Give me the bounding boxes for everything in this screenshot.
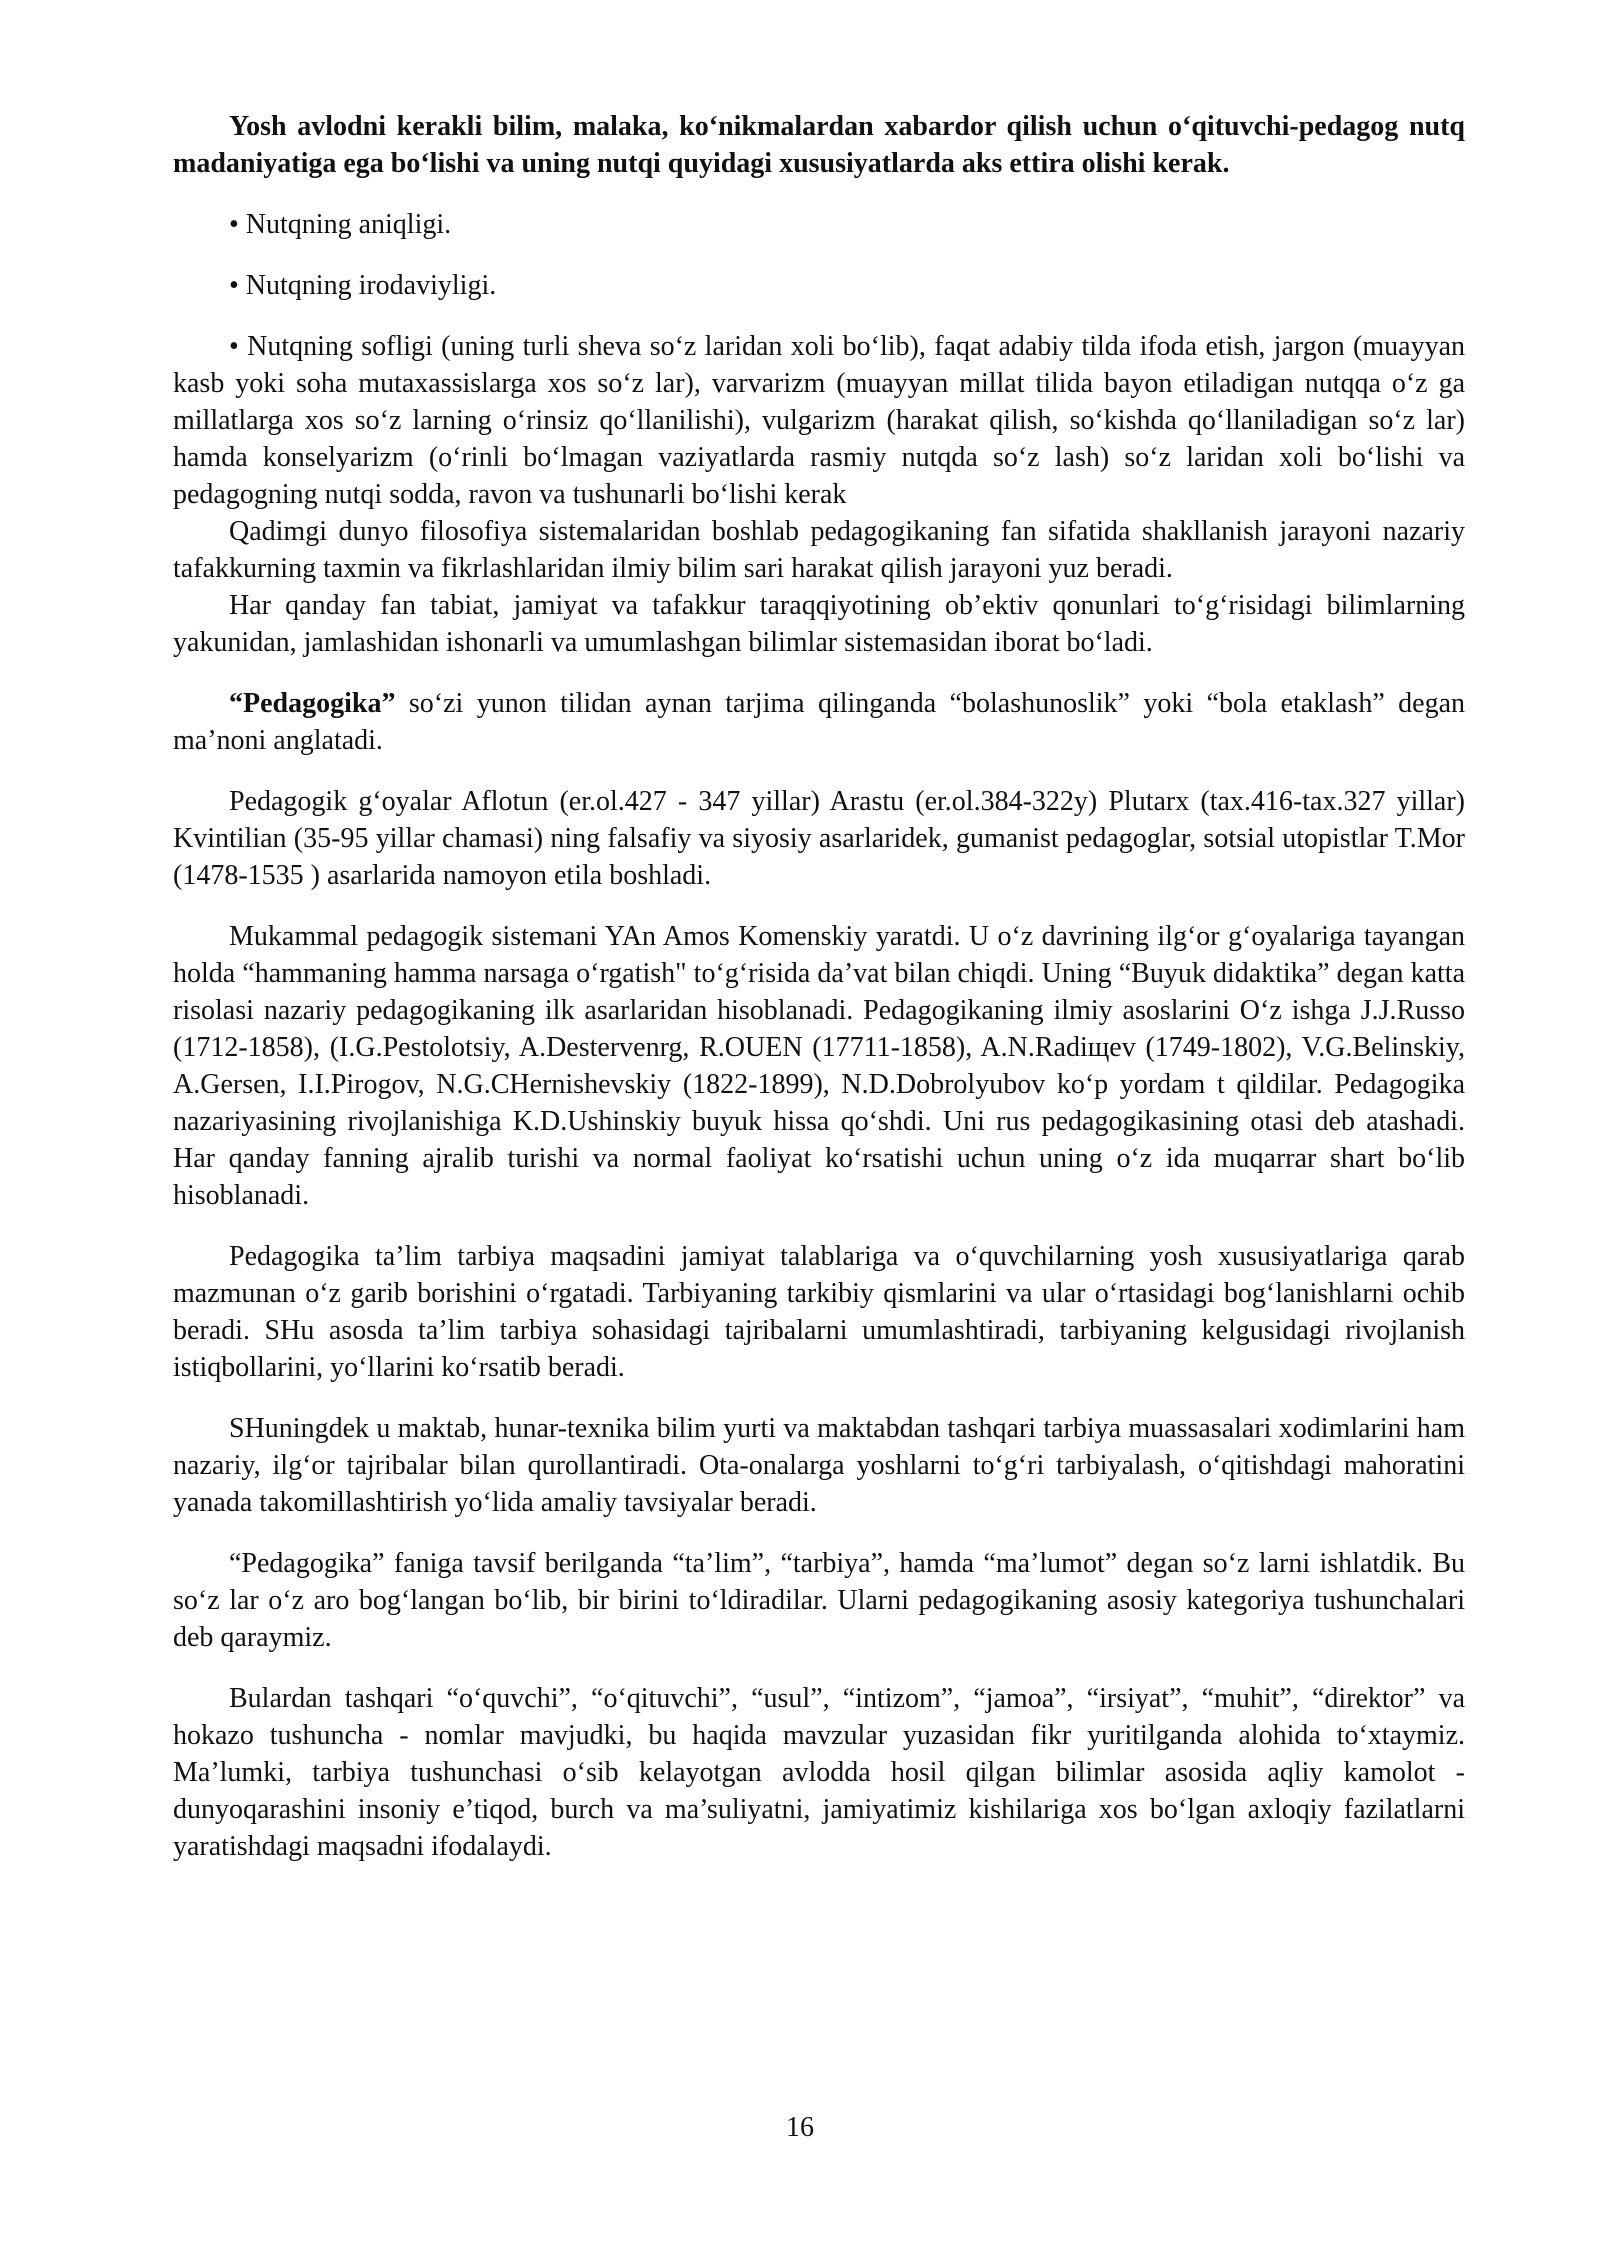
paragraph-science-definition: Har qanday fan tabiat, jamiyat va tafakkur taraqqiyotining ob’ektiv qonunlari to‘g‘risidagi bilimlarning yakunidan, jamlashidan ishonarli va umumlashgan bilimlar sistemasidan iborat bo‘ladi. [173, 590, 1465, 658]
page-number: 16 [786, 2112, 814, 2143]
paragraph-ancient-philosophy: Qadimgi dunyo filosofiya sistemalaridan boshlab pedagogikaning fan sifatida shakllanish jarayoni nazariy tafakkurning taxmin va fikrlashlaridan ilmiy bilim sari harakat qilish jarayoni yuz beradi. [173, 516, 1465, 584]
paragraph-pedagogika-term [173, 685, 1465, 759]
document-page [173, 108, 1465, 1865]
bullet-purity: • Nutqning sofligi (uning turli sheva so‘z laridan xoli bo‘lib), faqat adabiy tilda ifoda etish, jargon (muayyan kasb yoki soha mutaxassislarga xos so‘z lar), varvarizm (muayyan millat tilida bayon etiladigan nutqqa o‘z ga millatlarga xos so‘z larning o‘rinsiz qo‘llanilishi), vulgarizm (harakat qilish, so‘kishda qo‘llaniladigan so‘z lar) hamda konselyarizm (o‘rinli bo‘lmagan vaziyatlarda rasmiy nutqda so‘z lash) so‘z laridan xoli bo‘lishi va pedagogning nutqi sodda, ravon va tushunarli bo‘lishi kerak [173, 331, 1465, 510]
paragraph-other-concepts: Bulardan tashqari “o‘quvchi”, “o‘qituvchi”, “usul”, “intizom”, “jamoa”, “irsiyat”, “muhit”, “direktor” va hokazo tushuncha - nomlar mavjudki, bu haqida mavzular yuzasidan fikr yuritilganda alohida to‘xtaymiz. Ma’lumki, tarbiya tushunchasi o‘sib kelayotgan avlodda hosil qilgan bilimlar asosida aqliy kamolot - dunyoqarashini insoniy e’tiqod, burch va ma’suliyatni, jamiyatimiz kishilariga xos bo‘lgan axloqiy fazilatlarni yaratishdagi maqsadni ifodalaydi. [173, 1683, 1465, 1862]
paragraph-komenskiy: Mukammal pedagogik sistemani YAn Amos Komenskiy yaratdi. U o‘z davrining ilg‘or g‘oyalariga tayangan holda “hammaning hamma narsaga o‘rgatish" to‘g‘risida da’vat bilan chiqdi. Uning “Buyuk didaktika” degan katta risolasi nazariy pedagogikaning ilk asarlaridan hisoblanadi. Pedagogikaning ilmiy asoslarini O‘z ishga J.J.Russo (1712-1858), (I.G.Pestolotsiy, A.Destervenrg, R.OUEN (17711-1858), A.N.Radiщev (1749-1802), V.G.Belinskiy, A.Gersen, I.I.Pirogov, N.G.CHernishevskiy (1822-1899), N.D.Dobrolyubov ko‘p yordam t qildilar. Pedagogika nazariyasining rivojlanishiga K.D.Ushinskiy buyuk hissa qo‘shdi. Uni rus pedagogikasining otasi deb atashadi. Har qanday fanning ajralib turishi va normal faoliyat ko‘rsatishi uchun uning o‘z ida muqarrar shart bo‘lib hisoblanadi. [173, 921, 1465, 1211]
bullet-volition: • Nutqning irodaviyligi. [229, 270, 497, 301]
paragraph-pedagogical-ideas: Pedagogik g‘oyalar Aflotun (er.ol.427 - 347 yillar) Arastu (er.ol.384-322y) Plutarx (tax.416-tax.327 yillar) Kvintilian (35-95 yillar chamasi) ning falsafiy va siyosiy asarlaridek, gumanist pedagoglar, sotsial utopistlar T.Mor (1478-1535 ) asarlarida namoyon etila boshladi. [173, 786, 1465, 891]
paragraph-categories: “Pedagogika” faniga tavsif berilganda “ta’lim”, “tarbiya”, hamda “ma’lumot” degan so‘z larni ishlatdik. Bu so‘z lar o‘z aro bog‘langan bo‘lib, bir birini to‘ldiradilar. Ularni pedagogikaning asosiy kategoriya tushunchalari deb qaraymiz. [173, 1548, 1465, 1653]
paragraph-schools: SHuningdek u maktab, hunar-texnika bilim yurti va maktabdan tashqari tarbiya muassasalari xodimlarini ham nazariy, ilg‘or tajribalar bilan qurollantiradi. Ota-onalarga yoshlarni to‘g‘ri tarbiyalash, o‘qitishdagi mahoratini yanada takomillashtirish yo‘lida amaliy tavsiyalar beradi. [173, 1413, 1465, 1518]
pedagogika-term-rest: so‘zi yunon tilidan aynan tarjima qilinganda “bolashunoslik” yoki “bola etaklash” degan ma’noni anglatadi. [173, 688, 1465, 756]
pedagogika-term-bold: “Pedagogika” [229, 688, 396, 719]
bullet-accuracy: • Nutqning aniqligi. [229, 209, 452, 240]
paragraph-education-goals: Pedagogika ta’lim tarbiya maqsadini jamiyat talablariga va o‘quvchilarning yosh xususiyatlariga qarab mazmunan o‘z garib borishini o‘rgatadi. Tarbiyaning tarkibiy qismlarini va ular o‘rtasidagi bog‘lanishlarni ochib beradi. SHu asosda ta’lim tarbiya sohasidagi tajribalarni umumlashtiradi, tarbiyaning kelgusidagi rivojlanish istiqbollarini, yo‘llarini ko‘rsatib beradi. [173, 1241, 1465, 1383]
intro-paragraph: Yosh avlodni kerakli bilim, malaka, ko‘nikmalardan xabardor qilish uchun o‘qituvchi-pedagog nutq madaniyatiga ega bo‘lishi va uning nutqi quyidagi xususiyatlarda aks ettira olishi kerak. [173, 111, 1465, 179]
